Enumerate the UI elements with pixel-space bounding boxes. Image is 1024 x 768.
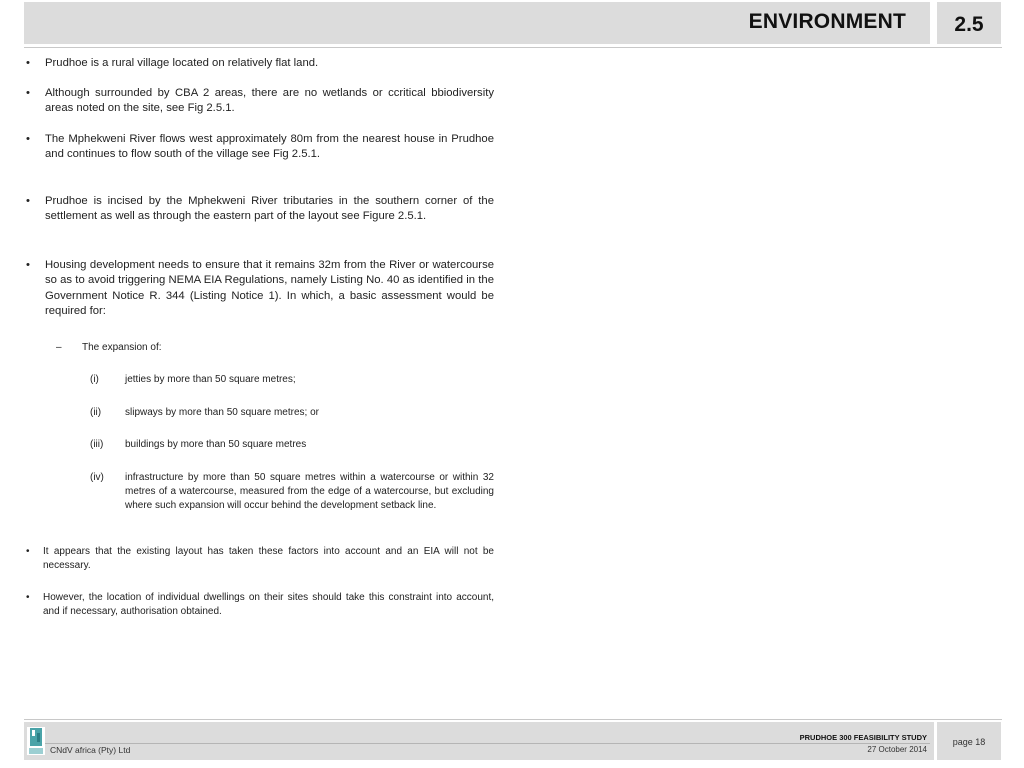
document-date: 27 October 2014 [867,745,927,754]
list-item-text: infrastructure by more than 50 square metres within a watercourse or within 32 metres of a watercourse, measured from the edge of a watercourse, but excluding where such expansion will occur behind the development setback line. [125,472,494,511]
page-number: page 18 [952,737,986,747]
bullet-item [24,194,494,225]
header-divider [24,47,1002,48]
bullet-text: Prudhoe is a rural village located on relatively flat land. [45,57,319,69]
section-title: ENVIRONMENT [748,10,906,33]
sub-heading-text: The expansion of: [82,342,162,353]
bullet-text: Prudhoe is incised by the Mphekweni River tributaries in the southern corner of the settlement as well as through the eastern part of the layout see Figure 2.5.1. [45,195,494,223]
list-item [90,373,494,387]
bullet-text: Although surrounded by CBA 2 areas, there are no wetlands or ccritical bbiodiversity areas noted on the site, see Fig 2.5.1. [45,87,494,115]
bullet-item [24,86,494,117]
company-name: CNdV africa (Pty) Ltd [50,745,131,755]
company-logo-icon [27,727,45,755]
list-item-text: buildings by more than 50 square metres [125,439,307,450]
list-item [90,438,494,452]
list-item-number: (iii) [90,439,104,450]
closing-bullet [24,545,494,573]
bullet-dot: • [26,133,30,145]
section-number: 2.5 [954,13,984,36]
closing-bullet [24,591,494,619]
bullet-text: The Mphekweni River flows west approximately 80m from the nearest house in Prudhoe and continues to flow south of the village see Fig 2.5.1. [45,133,494,161]
list-item-text: jetties by more than 50 square metres; [125,374,296,385]
bullet-text: Housing development needs to ensure that it remains 32m from the River or watercourse so as to avoid triggering NEMA EIA Regulations, namely Listing No. 40 as identified in the Government Notice R. 344 (Listing Notice 1). In which, a basic assessment would be required for: [45,259,494,318]
study-title: PRUDHOE 300 FEASIBILITY STUDY [799,733,927,742]
sub-heading-dash: – [56,342,62,353]
bullet-dot: • [26,87,30,99]
bullet-text: It appears that the existing layout has taken these factors into account and an EIA will not be necessary. [43,546,494,571]
list-item-number: (ii) [90,407,102,418]
footer-bar [24,722,934,760]
header-bar [24,2,930,44]
bullet-item [24,132,494,163]
bullet-dot: • [26,57,30,69]
footer-divider [24,719,1002,720]
bullet-dot: • [26,195,30,207]
list-item-number: (i) [90,374,99,385]
list-item [90,471,494,512]
list-item-number: (iv) [90,472,104,483]
bullet-text: However, the location of individual dwellings on their sites should take this constraint into account, and if necessary, authorisation obtained. [43,592,494,617]
bullet-item [24,258,494,320]
list-item [90,406,494,420]
bullet-dot: • [26,546,30,557]
footer-inner-line [28,743,930,744]
bullet-item [24,56,494,71]
section-number-box [937,2,1001,44]
bullet-dot: • [26,259,30,271]
list-item-text: slipways by more than 50 square metres; or [125,407,319,418]
bullet-dot: • [26,592,30,603]
